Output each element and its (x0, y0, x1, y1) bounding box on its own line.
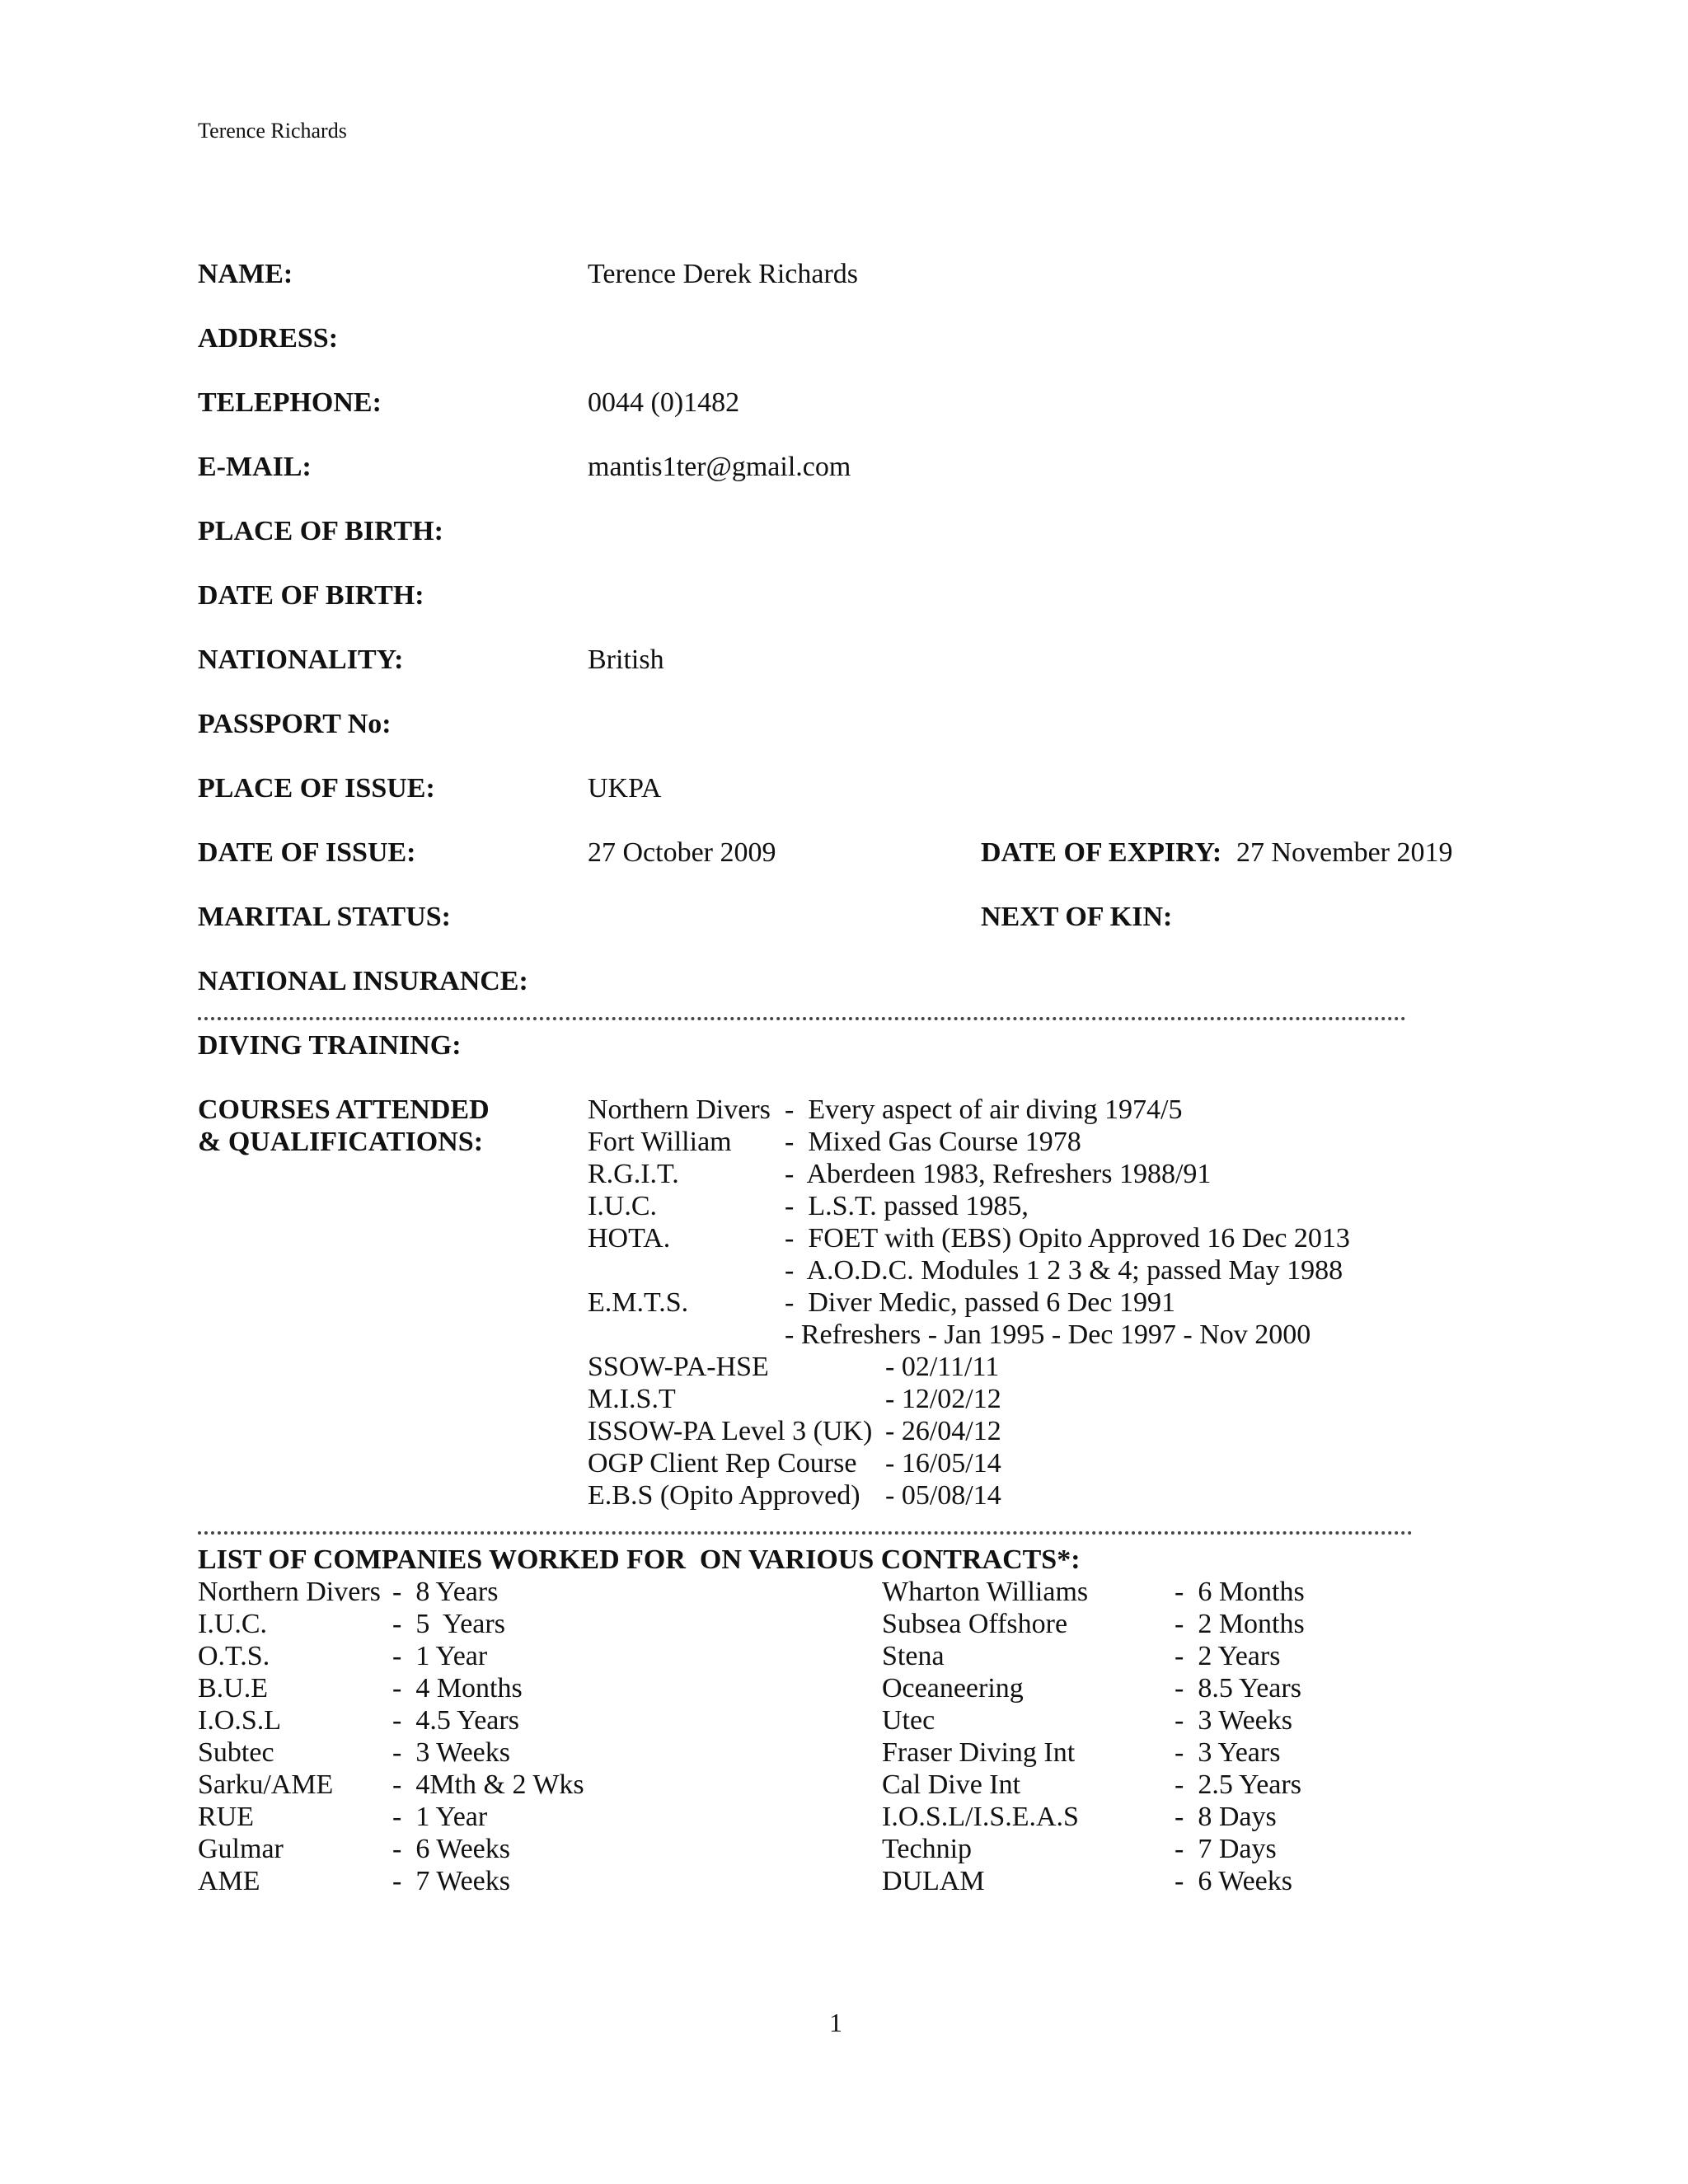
course-provider: M.I.S.T (588, 1384, 676, 1414)
address-label: ADDRESS: (198, 323, 339, 354)
qualifications-label: & QUALIFICATIONS: (198, 1127, 484, 1157)
telephone-value: 0044 (0)1482 (588, 387, 740, 418)
courses-label: COURSES ATTENDED (198, 1094, 490, 1125)
company-name: I.U.C. (198, 1609, 268, 1639)
course-provider: R.G.I.T. (588, 1159, 679, 1189)
course-provider: I.U.C. (588, 1191, 658, 1221)
date-of-issue-value: 27 October 2009 (588, 837, 776, 868)
company-duration: - 2 Years (1175, 1641, 1281, 1671)
date-of-birth-label: DATE OF BIRTH: (198, 580, 424, 611)
place-of-issue-value: UKPA (588, 773, 662, 804)
course-provider: E.B.S (Opito Approved) (588, 1480, 860, 1511)
company-name: Technip (882, 1834, 973, 1864)
company-name: Sarku/AME (198, 1769, 334, 1800)
company-duration: - 3 Years (1175, 1737, 1281, 1768)
dotted-divider (198, 1531, 1413, 1535)
course-provider: SSOW-PA-HSE (588, 1352, 769, 1382)
national-insurance-label: NATIONAL INSURANCE: (198, 966, 528, 996)
course-detail: - A.O.D.C. Modules 1 2 3 & 4; passed May 1988 (785, 1255, 1343, 1286)
company-duration: - 6 Months (1175, 1577, 1305, 1607)
company-duration: - 6 Weeks (1175, 1866, 1292, 1896)
dotted-divider (198, 1017, 1406, 1020)
name-label: NAME: (198, 259, 293, 289)
company-duration: - 5 Years (392, 1609, 505, 1639)
course-detail: - 12/02/12 (885, 1384, 1001, 1414)
course-detail: - Every aspect of air diving 1974/5 (785, 1094, 1183, 1125)
course-detail: - Refreshers - Jan 1995 - Dec 1997 - Nov 2000 (785, 1319, 1311, 1350)
email-label: E-MAIL: (198, 452, 312, 482)
date-of-issue-label: DATE OF ISSUE: (198, 837, 416, 868)
nationality-label: NATIONALITY: (198, 644, 404, 675)
course-detail: - 05/08/14 (885, 1480, 1001, 1511)
company-name: RUE (198, 1802, 254, 1832)
date-of-expiry-value: 27 November 2019 (1236, 837, 1453, 868)
company-name: Gulmar (198, 1834, 284, 1864)
company-duration: - 3 Weeks (1175, 1705, 1292, 1736)
date-of-expiry-label: DATE OF EXPIRY: (981, 837, 1222, 868)
diving-training-heading: DIVING TRAINING: (198, 1030, 462, 1061)
course-detail: - Aberdeen 1983, Refreshers 1988/91 (785, 1159, 1212, 1189)
email-value: mantis1ter@gmail.com (588, 452, 851, 482)
nationality-value: British (588, 644, 664, 675)
course-detail: - Diver Medic, passed 6 Dec 1991 (785, 1287, 1175, 1318)
company-duration: - 2.5 Years (1175, 1769, 1301, 1800)
company-duration: - 1 Year (392, 1641, 488, 1671)
company-name: Subsea Offshore (882, 1609, 1068, 1639)
course-detail: - FOET with (EBS) Opito Approved 16 Dec 2013 (785, 1223, 1350, 1254)
company-name: Wharton Williams (882, 1577, 1089, 1607)
course-provider: OGP Client Rep Course (588, 1448, 857, 1479)
company-name: Cal Dive Int (882, 1769, 1021, 1800)
company-name: Northern Divers (198, 1577, 381, 1607)
page-header: Terence Richards (198, 119, 347, 143)
marital-status-label: MARITAL STATUS: (198, 902, 451, 932)
company-name: O.T.S. (198, 1641, 270, 1671)
company-name: B.U.E (198, 1673, 268, 1704)
company-duration: - 8 Days (1175, 1802, 1277, 1832)
company-duration: - 8 Years (392, 1577, 499, 1607)
course-detail: - 16/05/14 (885, 1448, 1001, 1479)
company-duration: - 1 Year (392, 1802, 488, 1832)
course-provider: Northern Divers (588, 1094, 771, 1125)
company-name: DULAM (882, 1866, 985, 1896)
company-name: AME (198, 1866, 260, 1896)
telephone-label: TELEPHONE: (198, 387, 382, 418)
company-name: I.O.S.L (198, 1705, 282, 1736)
course-provider: HOTA. (588, 1223, 671, 1254)
course-provider: E.M.T.S. (588, 1287, 689, 1318)
company-duration: - 6 Weeks (392, 1834, 510, 1864)
company-duration: - 4Mth & 2 Wks (392, 1769, 584, 1800)
place-of-issue-label: PLACE OF ISSUE: (198, 773, 435, 804)
course-detail: - 26/04/12 (885, 1416, 1001, 1446)
company-duration: - 2 Months (1175, 1609, 1305, 1639)
company-duration: - 4 Months (392, 1673, 523, 1704)
course-detail: - 02/11/11 (885, 1352, 1000, 1382)
passport-no-label: PASSPORT No: (198, 709, 392, 739)
company-name: Fraser Diving Int (882, 1737, 1076, 1768)
company-duration: - 7 Weeks (392, 1866, 510, 1896)
companies-heading: LIST OF COMPANIES WORKED FOR ON VARIOUS CONTRACTS*: (198, 1544, 1081, 1575)
company-duration: - 4.5 Years (392, 1705, 519, 1736)
company-name: Stena (882, 1641, 945, 1671)
course-provider: ISSOW-PA Level 3 (UK) (588, 1416, 873, 1446)
course-detail: - Mixed Gas Course 1978 (785, 1127, 1081, 1157)
name-value: Terence Derek Richards (588, 259, 858, 289)
company-name: Utec (882, 1705, 935, 1736)
company-name: Oceaneering (882, 1673, 1024, 1704)
company-duration: - 3 Weeks (392, 1737, 510, 1768)
company-name: I.O.S.L/I.S.E.A.S (882, 1802, 1079, 1832)
page-number: 1 (829, 2008, 842, 2037)
next-of-kin-label: NEXT OF KIN: (981, 902, 1173, 932)
course-detail: - L.S.T. passed 1985, (785, 1191, 1029, 1221)
place-of-birth-label: PLACE OF BIRTH: (198, 516, 443, 546)
company-duration: - 7 Days (1175, 1834, 1277, 1864)
company-duration: - 8.5 Years (1175, 1673, 1301, 1704)
course-provider: Fort William (588, 1127, 732, 1157)
company-name: Subtec (198, 1737, 274, 1768)
